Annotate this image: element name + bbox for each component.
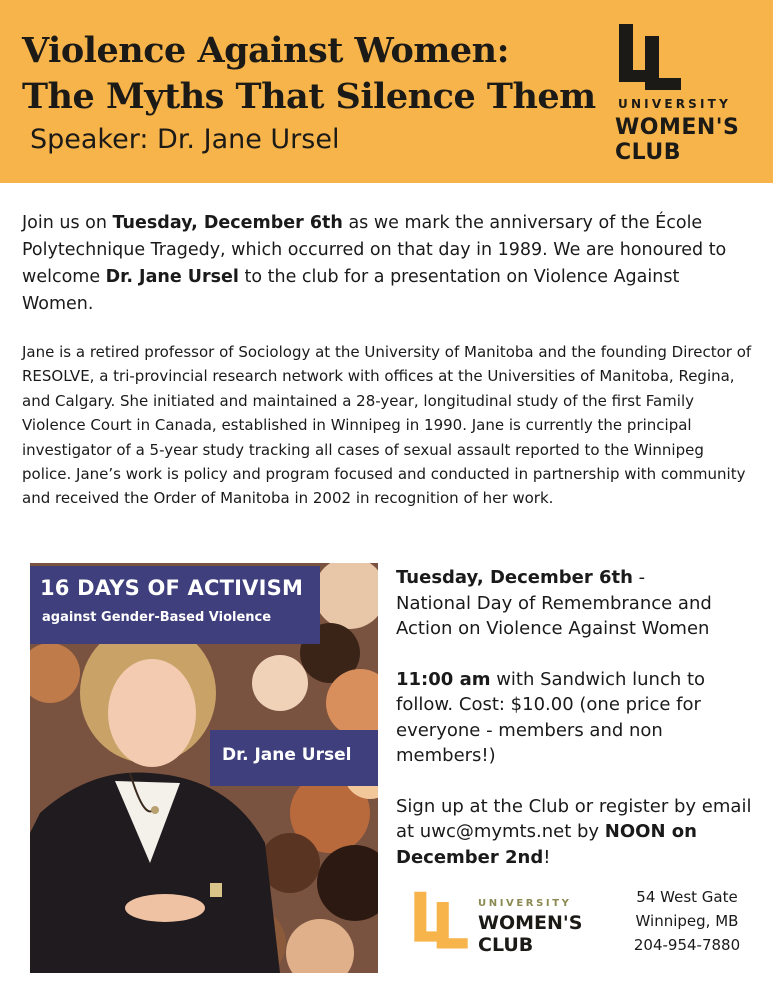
title-line-1: Violence Against Women: xyxy=(22,30,510,71)
footer-logo-womens-text: WOMEN'S xyxy=(478,912,583,934)
address-street: 54 West Gate xyxy=(636,888,738,906)
footer-logo-university-text: UNIVERSITY xyxy=(478,898,572,909)
event-signup-block xyxy=(396,794,756,871)
event-cost-text: with Sandwich lunch to follow. Cost: $10.00 (one price for everyone - members and non members!) xyxy=(396,668,706,766)
intro-text-1: Join us on xyxy=(22,213,113,233)
address-city: Winnipeg, MB xyxy=(635,912,739,930)
speaker-subtitle: Speaker: Dr. Jane Ursel xyxy=(30,124,340,155)
footer-logo-club-text: CLUB xyxy=(478,934,534,956)
uwc-logo-mark-icon xyxy=(615,22,685,94)
uwc-logo-footer xyxy=(410,890,610,960)
event-date-block xyxy=(396,565,756,642)
poster-name-tag xyxy=(210,730,378,786)
logo-university-text: UNIVERSITY xyxy=(618,97,731,111)
event-time-block xyxy=(396,667,756,769)
logo-womens-text: WOMEN'S xyxy=(615,115,740,140)
uwc-logo-mark-icon-footer xyxy=(410,890,472,952)
event-date-dash: - xyxy=(632,567,646,588)
event-deadline-end: ! xyxy=(543,846,551,868)
event-signup-text: Sign up at the Club or register by email at uwc@mymts.net by xyxy=(396,795,752,842)
activism-poster-image xyxy=(30,563,378,973)
event-time: 11:00 am xyxy=(396,668,491,690)
poster-banner xyxy=(30,566,320,644)
intro-speaker-name: Dr. Jane Ursel xyxy=(105,267,239,287)
header-banner xyxy=(0,0,773,183)
intro-paragraph xyxy=(22,210,752,318)
event-details xyxy=(396,565,756,895)
uwc-logo-header xyxy=(600,22,760,167)
club-address xyxy=(612,885,762,957)
title-line-2: The Myths That Silence Them xyxy=(22,76,596,117)
intro-text-2: as we mark the anniversary of the École Polytechnique Tragedy, which occurred on that day in 1989. We are honoured to welcome xyxy=(22,213,727,287)
poster-banner-title: 16 DAYS OF ACTIVISM xyxy=(40,576,304,600)
logo-club-text: CLUB xyxy=(615,140,682,165)
event-date: Tuesday, December 6th xyxy=(396,567,633,588)
poster-name-text: Dr. Jane Ursel xyxy=(222,745,352,765)
address-phone: 204-954-7880 xyxy=(633,936,741,954)
speaker-bio: Jane is a retired professor of Sociology at the University of Manitoba and the founding Director of RESOLVE, a tri-provincial research network with offices at the Universities of Manitoba, Regina, and Calgary. She initiated and maintained a 28-year, longitudinal study of the first Family Violence Court in Canada, established in Winnipeg in 1990. Jane is currently the principal investigator of a 5-year study tracking all cases of sexual assault reported to the Winnipeg police. Jane’s work is policy and program focused and conducted in partnership with community and received the Order of Manitoba in 2002 in recognition of her work. xyxy=(22,343,752,508)
intro-text-3: to the club for a presentation on Violence Against Women. xyxy=(22,267,680,314)
poster-banner-subtitle: against Gender-Based Violence xyxy=(42,610,272,625)
intro-date: Tuesday, December 6th xyxy=(112,213,343,233)
event-deadline: NOON on December 2nd xyxy=(396,821,697,868)
event-remembrance-text: National Day of Remembrance and Action on Violence Against Women xyxy=(396,592,712,639)
event-title xyxy=(22,28,612,120)
